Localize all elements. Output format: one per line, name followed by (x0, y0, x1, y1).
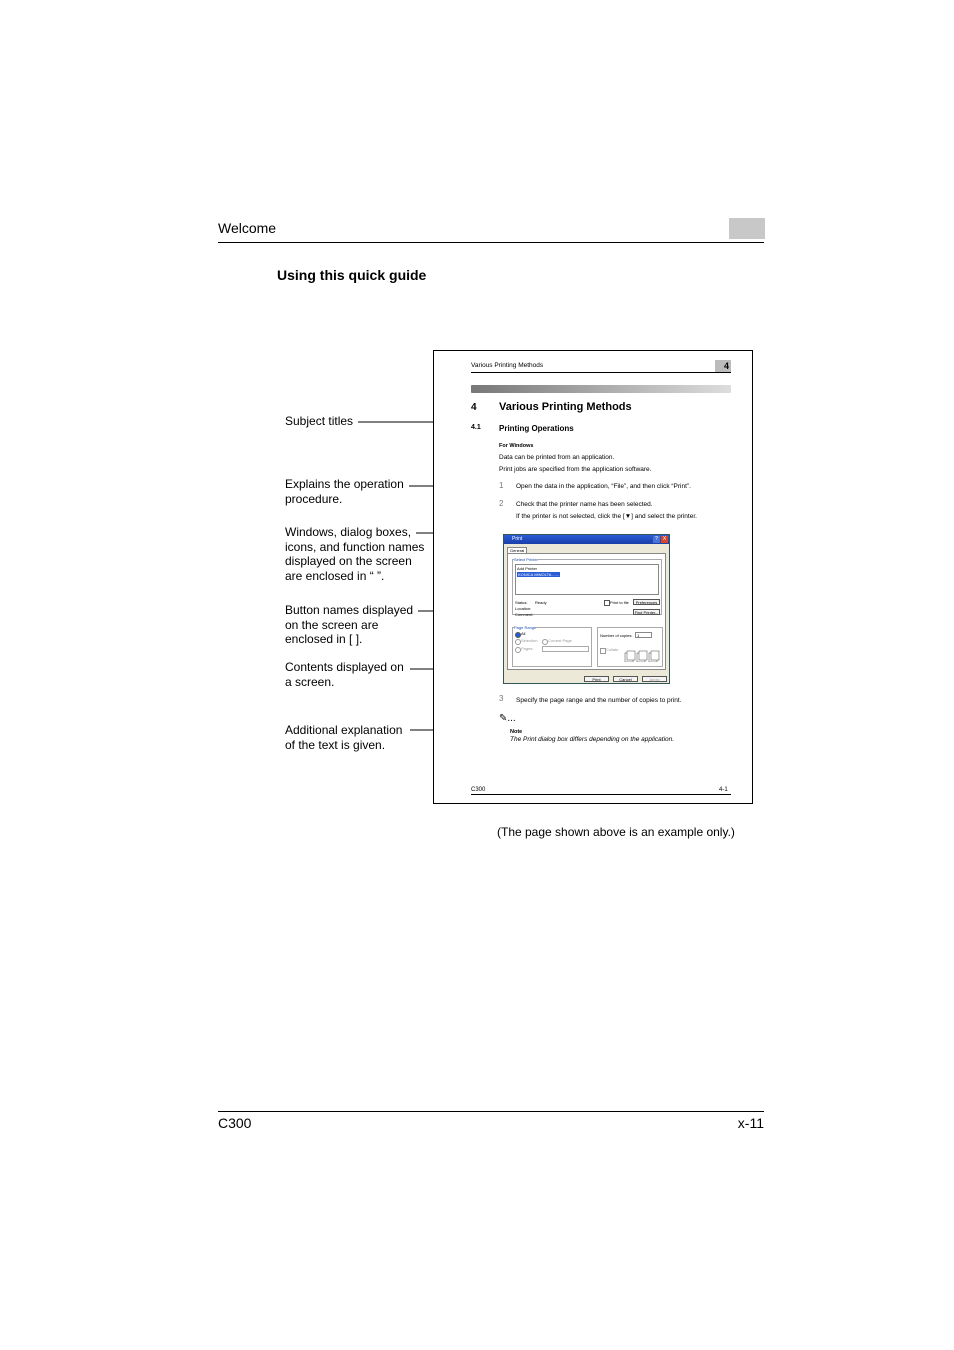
comment-label: Comment: (515, 612, 534, 617)
label-line: Additional explanation (285, 723, 403, 737)
footer-model: C300 (218, 1115, 252, 1131)
page-range-label: Page Range (514, 625, 537, 630)
sample-header-rule (471, 372, 731, 373)
printer-item-add[interactable]: Add Printer (517, 566, 538, 571)
sample-note-label: Note (510, 729, 523, 735)
preferences-button[interactable]: Preferences (633, 599, 660, 605)
sample-footer-rule (471, 794, 731, 795)
label-line: a screen. (285, 674, 335, 689)
sample-header-title: Various Printing Methods (471, 362, 544, 369)
label-line: on the screen are (285, 617, 379, 632)
label-line: Contents displayed on (285, 660, 404, 674)
label-line: Explains the operation (285, 477, 404, 491)
footer-page-number: x-11 (737, 1115, 764, 1131)
sample-step-1-num: 1 (499, 481, 504, 490)
example-note: (The page shown above is an example only.) (497, 825, 735, 839)
label-line: Windows, dialog boxes, (285, 525, 412, 539)
label-subject-titles: Subject titles (285, 414, 354, 428)
sample-chapter-badge: 4 (715, 360, 731, 372)
sample-step-2-num: 2 (499, 499, 504, 508)
footer-rule (218, 1111, 764, 1112)
apply-button[interactable]: Apply (642, 676, 667, 682)
label-line: procedure. (285, 491, 343, 506)
sample-intro-1: Data can be printed from an application. (499, 454, 615, 461)
sample-step-1: Open the data in the application, “File”, and then click “Print”. (516, 483, 691, 490)
label-line: are enclosed in “ ”. (285, 568, 385, 583)
radio-selection-label: Selection (521, 638, 538, 643)
header-title: Welcome (218, 220, 277, 236)
print-dialog-titlebar: Print (504, 535, 669, 544)
sample-section-num: 4.1 (471, 424, 481, 431)
sample-footer-model: C300 (471, 787, 486, 793)
label-line: displayed on the screen (285, 554, 412, 568)
select-printer-label: Select Printer (514, 557, 539, 562)
sample-chapter-title: Various Printing Methods (499, 401, 632, 413)
radio-pages-label: Pages: (521, 646, 534, 651)
sample-step-3-num: 3 (499, 694, 504, 703)
sample-subhead: For Windows (499, 443, 534, 449)
label-line: Button names displayed (285, 603, 414, 617)
sample-chapter-bar (471, 385, 731, 393)
print-button[interactable]: Print (584, 676, 609, 682)
location-label: Location: (515, 606, 532, 611)
printer-item-selected[interactable]: KONICA MINOLTA ...... (518, 572, 559, 577)
sample-note-text: The Print dialog box differs depending on the application. (510, 736, 675, 743)
copies-input[interactable]: 1 (635, 632, 652, 638)
help-icon[interactable]: ? (653, 536, 660, 543)
label-line: icons, and function names (285, 539, 425, 554)
section-title: Using this quick guide (277, 267, 427, 283)
sample-step-2: Check that the printer name has been selected. (516, 501, 653, 508)
sample-step-2b: If the printer is not selected, click the [▼] and select the printer. (516, 513, 697, 520)
sample-chapter-num: 4 (471, 402, 477, 413)
status-value: Ready (535, 600, 547, 605)
pages-input[interactable] (542, 646, 589, 652)
collate-label: Collate (606, 647, 619, 652)
print-to-file-label: Print to file (610, 600, 629, 605)
note-pencil-icon: ✎... (499, 713, 516, 724)
label-line: of the text is given. (285, 737, 386, 752)
cancel-button[interactable]: Cancel (613, 676, 638, 682)
tab-general[interactable]: General (507, 547, 527, 553)
radio-all-label: All (521, 631, 526, 636)
sample-footer-page: 4-1 (719, 787, 728, 793)
radio-current-page-label: Current Page (548, 638, 572, 643)
label-line: enclosed in [ ]. (285, 632, 363, 646)
print-dialog (503, 534, 670, 684)
find-printer-button[interactable]: Find Printer... (634, 610, 659, 615)
sample-intro-2: Print jobs are specified from the application software. (499, 466, 652, 473)
sample-page (433, 350, 753, 804)
close-icon[interactable]: X (662, 536, 667, 542)
copies-label: Number of copies: (600, 633, 633, 638)
collate-pages-icon (624, 649, 660, 661)
sample-step-3: Specify the page range and the number of copies to print. (516, 697, 682, 704)
sample-section-title: Printing Operations (499, 424, 574, 433)
status-label: Status: (515, 600, 528, 605)
